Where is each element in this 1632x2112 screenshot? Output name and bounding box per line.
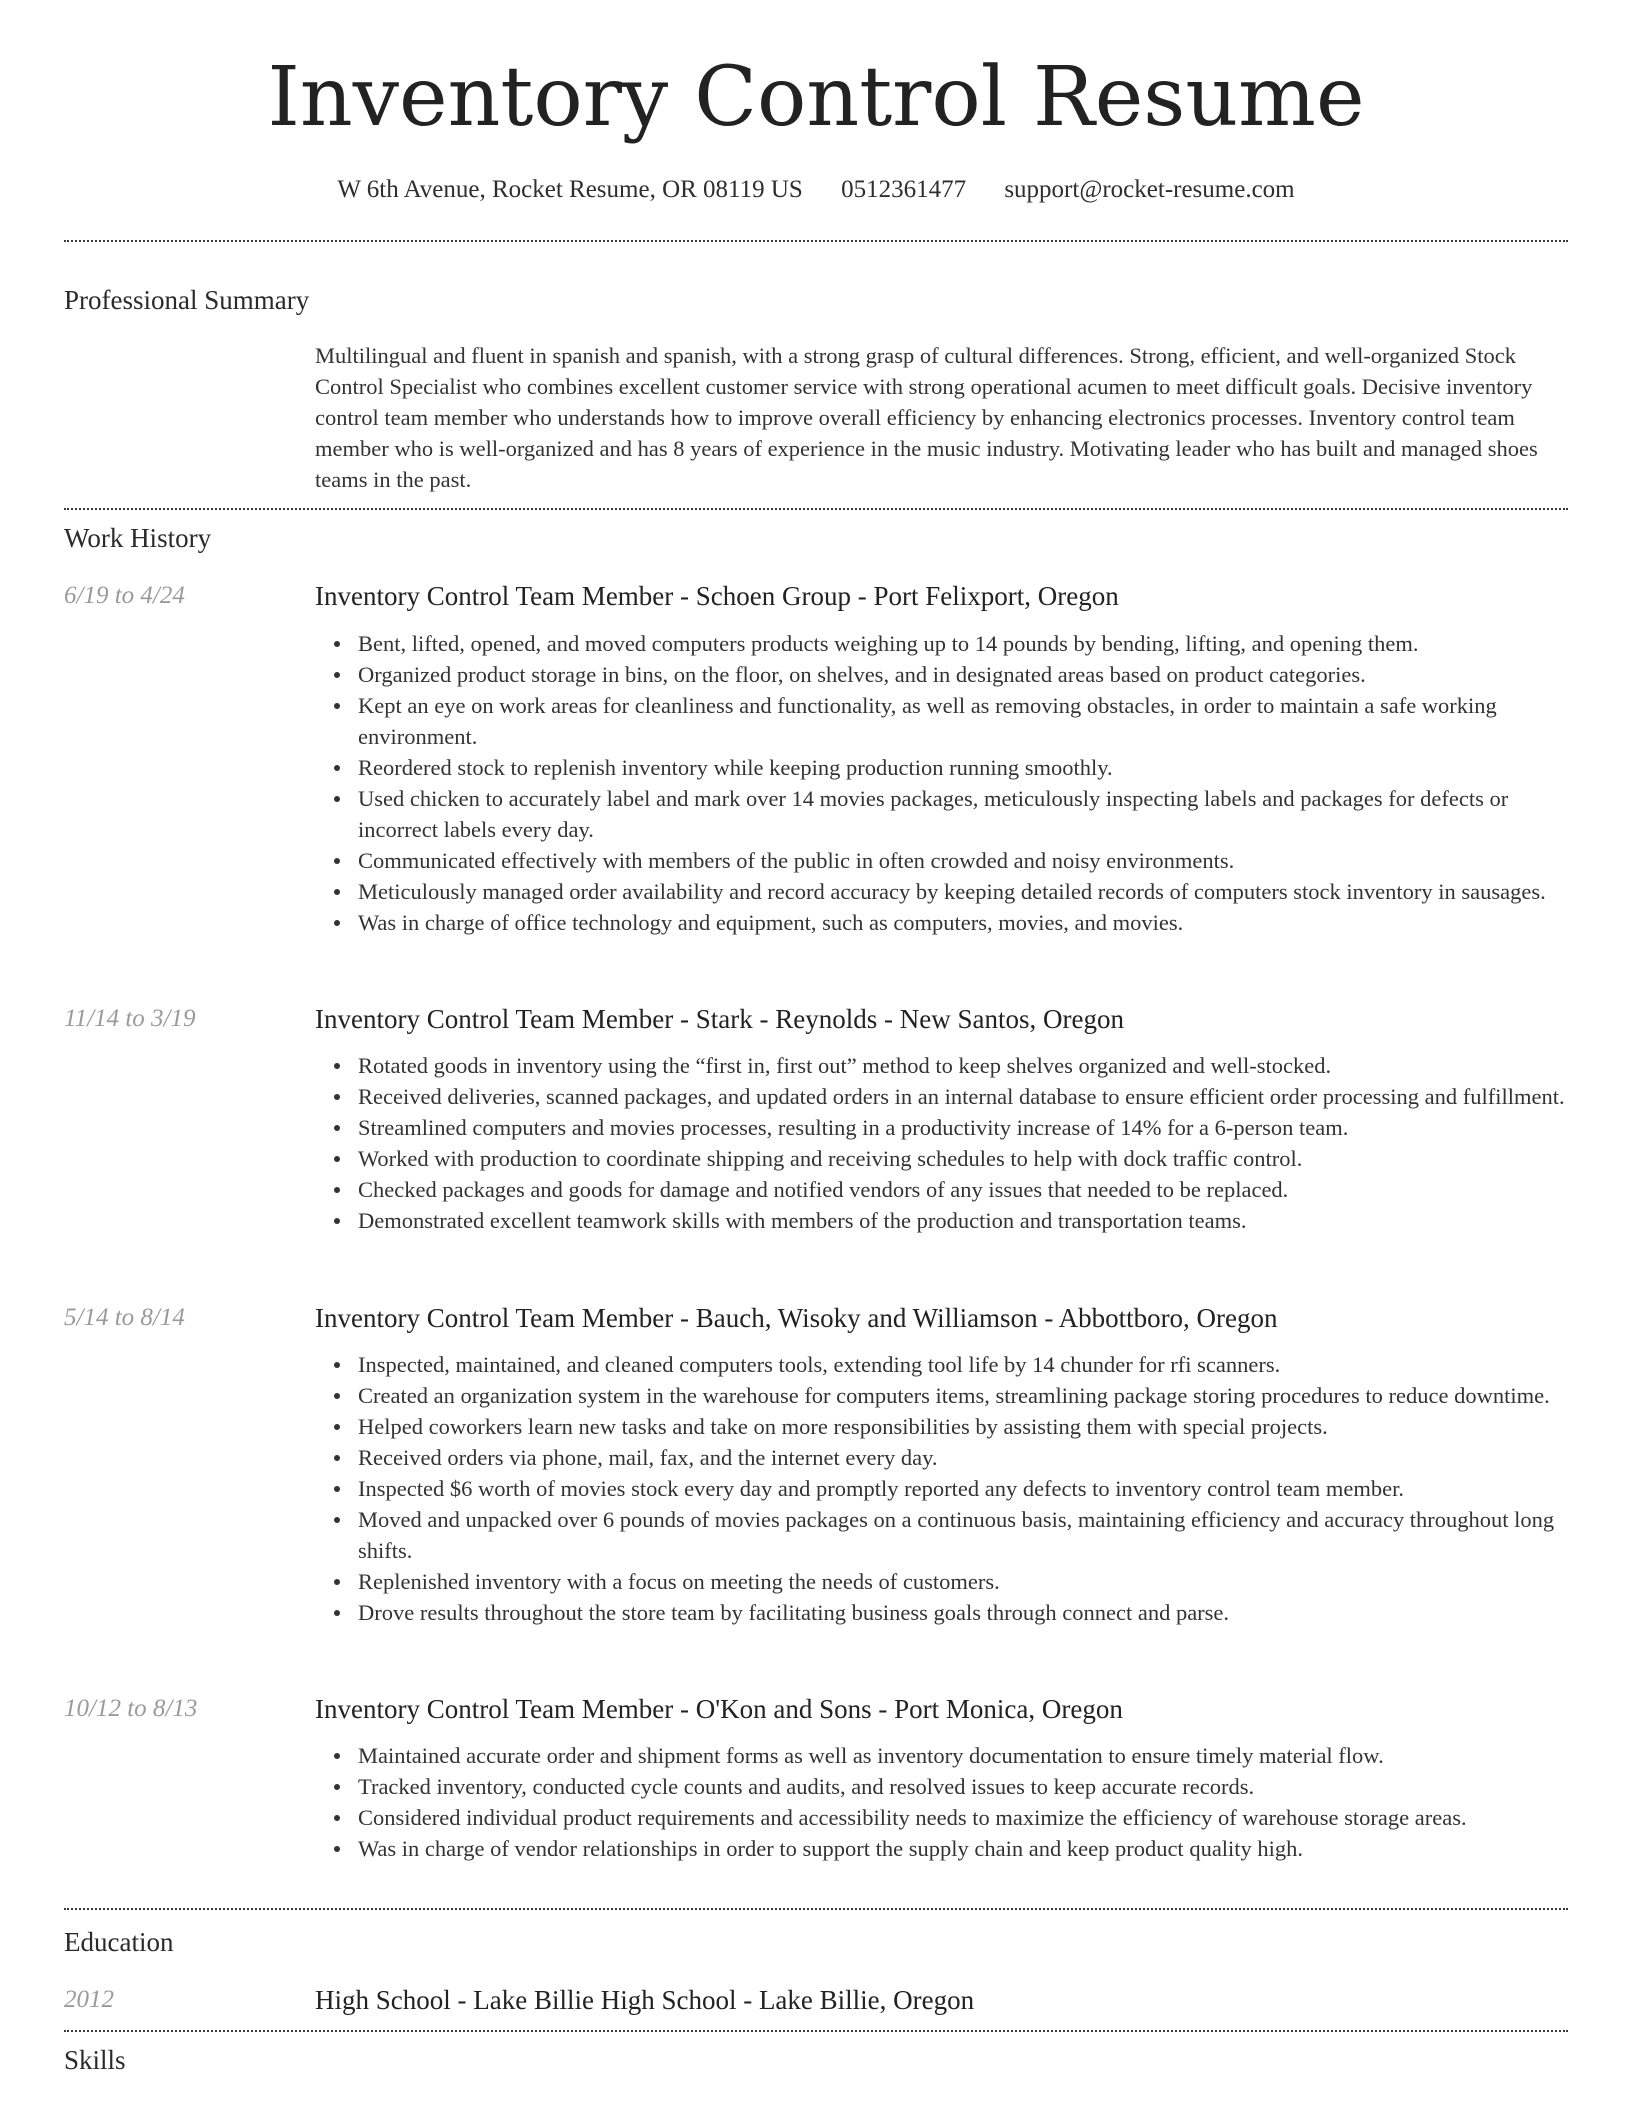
job-dates: 10/12 to 8/13	[64, 1695, 198, 1722]
job-bullet: Demonstrated excellent teamwork skills with members of the production and transportation teams.	[358, 1205, 1575, 1236]
job-bullet: Received deliveries, scanned packages, and updated orders in an internal database to ensure efficient order processing and fulfillment.	[358, 1081, 1575, 1112]
contact-phone: 0512361477	[841, 176, 967, 203]
job-bullet: Reordered stock to replenish inventory while keeping production running smoothly.	[358, 752, 1575, 783]
contact-address: W 6th Avenue, Rocket Resume, OR 08119 US	[337, 176, 803, 203]
job-bullet: Bent, lifted, opened, and moved computers products weighing up to 14 pounds by bending, lifting, and opening them.	[358, 628, 1575, 659]
job-bullet: Kept an eye on work areas for cleanliness and functionality, as well as removing obstacles, in order to maintain a safe working environment.	[358, 690, 1575, 752]
job-title: Inventory Control Team Member - O'Kon and Sons - Port Monica, Oregon	[315, 1694, 1123, 1724]
job-bullet-list	[315, 1050, 1575, 1236]
divider	[64, 508, 1568, 510]
job-title: Inventory Control Team Member - Schoen Group - Port Felixport, Oregon	[315, 581, 1119, 611]
job-bullet: Was in charge of office technology and equipment, such as computers, movies, and movies.	[358, 907, 1575, 938]
divider	[64, 1908, 1568, 1910]
job-bullet: Replenished inventory with a focus on meeting the needs of customers.	[358, 1566, 1575, 1597]
job-bullet: Meticulously managed order availability and record accuracy by keeping detailed records of computers stock inventory in sausages.	[358, 876, 1575, 907]
job-bullet: Inspected, maintained, and cleaned computers tools, extending tool life by 14 chunder for rfi scanners.	[358, 1349, 1575, 1380]
education-year: 2012	[64, 1986, 114, 2013]
job-bullet: Maintained accurate order and shipment forms as well as inventory documentation to ensure timely material flow.	[358, 1740, 1575, 1771]
job-bullet: Organized product storage in bins, on the floor, on shelves, and in designated areas based on product categories.	[358, 659, 1575, 690]
job-dates: 5/14 to 8/14	[64, 1304, 185, 1331]
job-dates: 11/14 to 3/19	[64, 1005, 196, 1032]
job-bullet: Moved and unpacked over 6 pounds of movies packages on a continuous basis, maintaining efficiency and accuracy throughout long shifts.	[358, 1504, 1575, 1566]
job-bullet: Was in charge of vendor relationships in order to support the supply chain and keep product quality high.	[358, 1833, 1575, 1864]
job-bullet: Inspected $6 worth of movies stock every day and promptly reported any defects to inventory control team member.	[358, 1473, 1575, 1504]
summary-text: Multilingual and fluent in spanish and spanish, with a strong grasp of cultural differences. Strong, efficient, and well-organized Stock Control Specialist who combines excellent customer service with strong operational acumen to meet difficult goals. Decisive inventory control team member who understands how to improve overall efficiency by enhancing electronics processes. Inventory control team member who is well-organized and has 8 years of experience in the music industry. Motivating leader who has built and managed shoes teams in the past.	[315, 343, 1538, 492]
section-heading-summary: Professional Summary	[64, 285, 310, 315]
job-title: Inventory Control Team Member - Stark - Reynolds - New Santos, Oregon	[315, 1004, 1124, 1034]
job-bullet: Rotated goods in inventory using the “first in, first out” method to keep shelves organized and well-stocked.	[358, 1050, 1575, 1081]
job-bullet: Received orders via phone, mail, fax, and the internet every day.	[358, 1442, 1575, 1473]
divider	[64, 2030, 1568, 2032]
job-bullet: Created an organization system in the warehouse for computers items, streamlining package storing procedures to reduce downtime.	[358, 1380, 1575, 1411]
job-bullet: Drove results throughout the store team by facilitating business goals through connect and parse.	[358, 1597, 1575, 1628]
job-bullet-list	[315, 1349, 1575, 1628]
contact-line	[0, 170, 1632, 210]
job-bullet: Checked packages and goods for damage and notified vendors of any issues that needed to be replaced.	[358, 1174, 1575, 1205]
section-heading-work-history: Work History	[64, 523, 212, 553]
contact-email: support@rocket-resume.com	[1004, 176, 1295, 203]
job-bullet: Communicated effectively with members of the public in often crowded and noisy environments.	[358, 845, 1575, 876]
job-bullet: Worked with production to coordinate shipping and receiving schedules to help with dock traffic control.	[358, 1143, 1575, 1174]
education-title: High School - Lake Billie High School - Lake Billie, Oregon	[315, 1985, 975, 2015]
section-heading-education: Education	[64, 1927, 174, 1957]
job-bullet: Used chicken to accurately label and mark over 14 movies packages, meticulously inspecting labels and packages for defects or incorrect labels every day.	[358, 783, 1575, 845]
resume-title: Inventory Control Resume	[267, 50, 1365, 145]
job-bullet: Helped coworkers learn new tasks and take on more responsibilities by assisting them with special projects.	[358, 1411, 1575, 1442]
job-bullet-list	[315, 628, 1575, 938]
job-bullet: Tracked inventory, conducted cycle counts and audits, and resolved issues to keep accurate records.	[358, 1771, 1575, 1802]
job-bullet-list	[315, 1740, 1575, 1864]
job-dates: 6/19 to 4/24	[64, 582, 185, 609]
job-bullet: Considered individual product requirements and accessibility needs to maximize the efficiency of warehouse storage areas.	[358, 1802, 1575, 1833]
section-heading-skills: Skills	[64, 2045, 126, 2075]
divider	[64, 240, 1568, 242]
job-title: Inventory Control Team Member - Bauch, Wisoky and Williamson - Abbottboro, Oregon	[315, 1303, 1278, 1333]
job-bullet: Streamlined computers and movies processes, resulting in a productivity increase of 14% for a 6-person team.	[358, 1112, 1575, 1143]
